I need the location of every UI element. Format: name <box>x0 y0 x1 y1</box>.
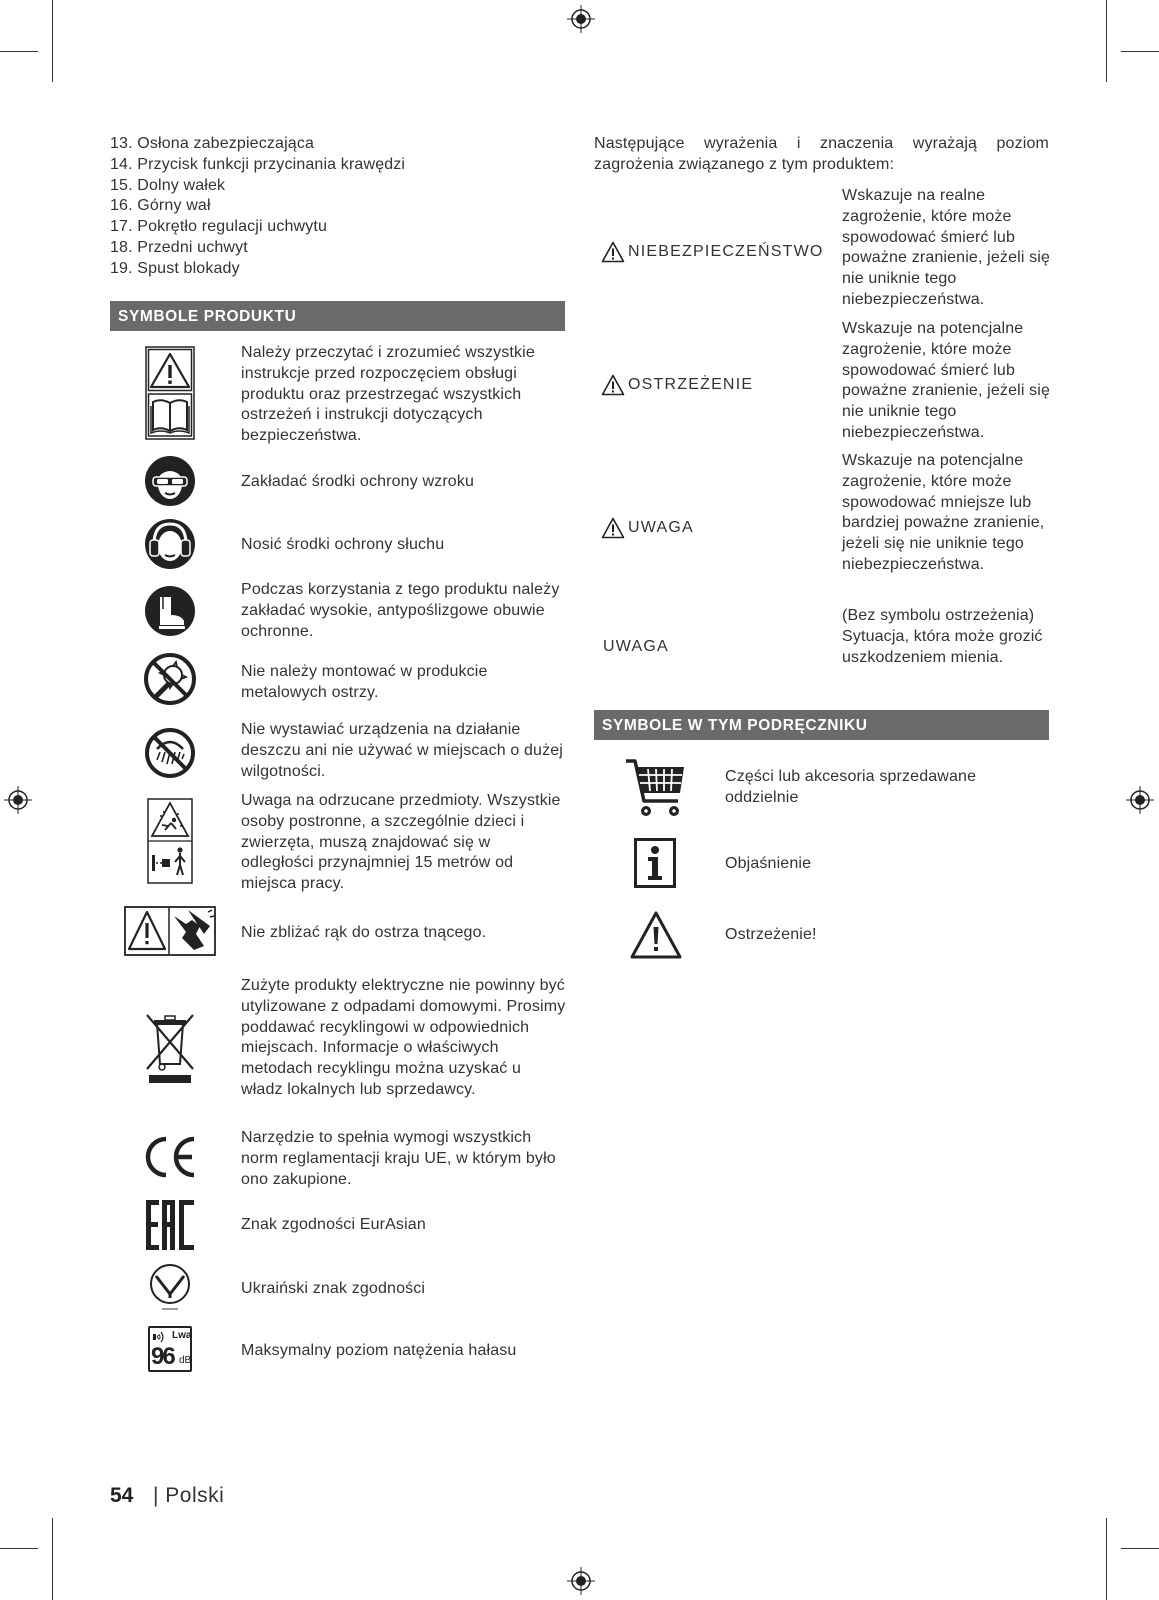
symbol-row <box>110 1326 565 1376</box>
crop-mark <box>1106 1518 1107 1600</box>
symbol-description: Znak zgodności EurAsian <box>241 1216 426 1233</box>
manual-symbol-description: Części lub akcesoria sprzedawane oddzielnie <box>725 768 977 806</box>
keep-hands-away-icon <box>124 906 216 956</box>
hazard-label-text: OSTRZEŻENIE <box>628 376 754 393</box>
section-heading-manual-symbols: SYMBOLE W TYM PODRĘCZNIKU <box>594 710 1049 740</box>
manual-symbol-row <box>594 907 1049 963</box>
crop-mark <box>0 1548 38 1549</box>
crop-mark <box>52 1518 53 1600</box>
hazard-label-danger <box>601 241 824 263</box>
thrown-objects-15m-icon <box>147 798 193 884</box>
hazard-label-warning <box>601 374 753 396</box>
eye-protection-icon <box>144 455 196 507</box>
registration-mark-icon <box>4 786 32 814</box>
symbol-description: Podczas korzystania z tego produktu należy zakładać wysokie, antypoślizgowe obuwie ochronne. <box>241 581 560 640</box>
hazard-label-text: NIEBEZPIECZEŃSTWO <box>628 243 824 260</box>
symbol-description: Maksymalny poziom natężenia hałasu <box>241 1342 517 1359</box>
page-language: | Polski <box>153 1484 225 1507</box>
crop-mark <box>1121 1548 1159 1549</box>
noise-level-icon <box>148 1326 192 1372</box>
symbol-row <box>110 1198 565 1253</box>
manual-symbol-row <box>594 755 1049 821</box>
list-item: 18. Przedni uchwyt <box>110 238 248 256</box>
list-item: 16. Górny wał <box>110 197 211 215</box>
hazard-label-text: UWAGA <box>603 638 669 655</box>
list-item: 14. Przycisk funkcji przycinania krawędzi <box>110 155 406 173</box>
crop-mark <box>1106 0 1107 82</box>
symbol-description: Uwaga na odrzucane przedmioty. Wszystkie osoby postronne, a szczególnie dzieci i zwierzęta, muszą znajdować się w odległości przynajmniej 15 metrów od miejsca pracy. <box>241 792 561 893</box>
warning-read-manual-icon <box>145 346 195 440</box>
symbol-description: Zużyte produkty elektryczne nie powinny być utylizowane z odpadami domowymi. Prosimy poddawać recyklingowi w odpowiednich miejscach. Informacje o właściwych metodach recyklingu można uzyskać u władz lokalnych lub sprzedawcy. <box>241 977 566 1098</box>
weee-bin-icon <box>143 1012 197 1084</box>
symbol-description: Nosić środki ochrony słuchu <box>241 536 445 553</box>
hazard-label-notice <box>603 638 669 656</box>
parts-list <box>110 134 550 280</box>
warning-triangle-icon <box>601 241 625 263</box>
symbol-row <box>110 580 565 642</box>
manual-symbol-description: Ostrzeżenie! <box>725 926 817 943</box>
warning-triangle-icon <box>601 517 625 539</box>
ukrainian-mark-icon <box>146 1262 194 1314</box>
registration-mark-icon <box>567 1567 595 1595</box>
symbol-row <box>110 652 565 708</box>
symbol-description: Ukraiński znak zgodności <box>241 1280 426 1297</box>
page-number: 54 <box>110 1484 134 1507</box>
list-item: 15. Dolny wałek <box>110 176 226 194</box>
hazard-description: Wskazuje na realne zagrożenie, które może spowodować śmierć lub poważne zranienie, jeżeli się nie uniknie tego niebezpieczeństwa. <box>842 187 1051 308</box>
symbol-description: Zakładać środki ochrony wzroku <box>241 473 475 490</box>
warning-triangle-icon <box>601 374 625 396</box>
noise-badge-unit: dB <box>179 1355 192 1366</box>
manual-symbol-row <box>594 838 1049 890</box>
list-item: 19. Spust blokady <box>110 259 240 277</box>
ear-protection-icon <box>144 518 196 570</box>
symbol-description: Narzędzie to spełnia wymogi wszystkich norm reglamentacji kraju UE, w którym było ono zakupione. <box>241 1129 556 1188</box>
eac-mark-icon <box>144 1198 196 1252</box>
hazard-intro: Następujące wyrażenia i znaczenia wyrażają poziom zagrożenia związanego z tym produktem: <box>594 135 1049 173</box>
crop-mark <box>0 51 38 52</box>
info-icon <box>634 838 676 888</box>
ce-mark-icon <box>142 1135 198 1179</box>
shopping-cart-icon <box>624 757 686 819</box>
hazard-label-caution <box>601 517 694 539</box>
symbol-row <box>110 1262 565 1317</box>
symbol-row <box>110 720 565 782</box>
symbol-description: Nie należy montować w produkcie metalowych ostrzy. <box>241 663 488 701</box>
sound-wave-icon <box>152 1330 166 1344</box>
symbol-description: Nie zbliżać rąk do ostrza tnącego. <box>241 924 487 941</box>
list-item: 13. Osłona zabezpieczająca <box>110 135 315 152</box>
warning-triangle-icon <box>629 910 683 960</box>
symbol-row <box>110 1128 565 1193</box>
registration-mark-icon <box>567 5 595 33</box>
registration-mark-icon <box>1126 786 1154 814</box>
noise-badge-label: Lwa <box>172 1330 192 1341</box>
hazard-description: Wskazuje na potencjalne zagrożenie, które może spowodować śmierć lub poważne zranienie, jeżeli się nie uniknie tego niebezpieczeństwa. <box>842 320 1051 441</box>
crop-mark <box>1121 51 1159 52</box>
no-metal-blades-icon <box>143 652 197 706</box>
symbol-row <box>110 791 565 891</box>
hazard-description: (Bez symbolu ostrzeżenia) Sytuacja, która może grozić uszkodzeniem mienia. <box>842 607 1043 666</box>
symbol-description: Należy przeczytać i zrozumieć wszystkie instrukcje przed rozpoczęciem obsługi produktu oraz przestrzegać wszystkich ostrzeżeń i instrukcji dotyczących bezpieczeństwa. <box>241 344 535 445</box>
symbol-row <box>110 455 565 510</box>
safety-boots-icon <box>144 585 196 637</box>
symbol-row <box>110 343 565 443</box>
manual-symbol-description: Objaśnienie <box>725 855 812 872</box>
hazard-label-text: UWAGA <box>628 519 694 536</box>
hazard-description: Wskazuje na potencjalne zagrożenie, które może spowodować mniejsze lub bardziej poważne zranienie, jeżeli się nie uniknie tego niebezpieczeństwa. <box>842 452 1045 573</box>
symbol-row <box>110 976 565 1122</box>
no-rain-icon <box>144 727 196 779</box>
section-heading-product-symbols: SYMBOLE PRODUKTU <box>110 301 565 331</box>
list-item: 17. Pokrętło regulacji uchwytu <box>110 218 328 236</box>
symbol-description: Nie wystawiać urządzenia na działanie deszczu ani nie używać w miejscach o dużej wilgotności. <box>241 721 564 780</box>
noise-badge-value: 96 <box>151 1343 174 1370</box>
symbol-row <box>110 906 565 958</box>
symbol-row <box>110 518 565 573</box>
crop-mark <box>52 0 53 82</box>
